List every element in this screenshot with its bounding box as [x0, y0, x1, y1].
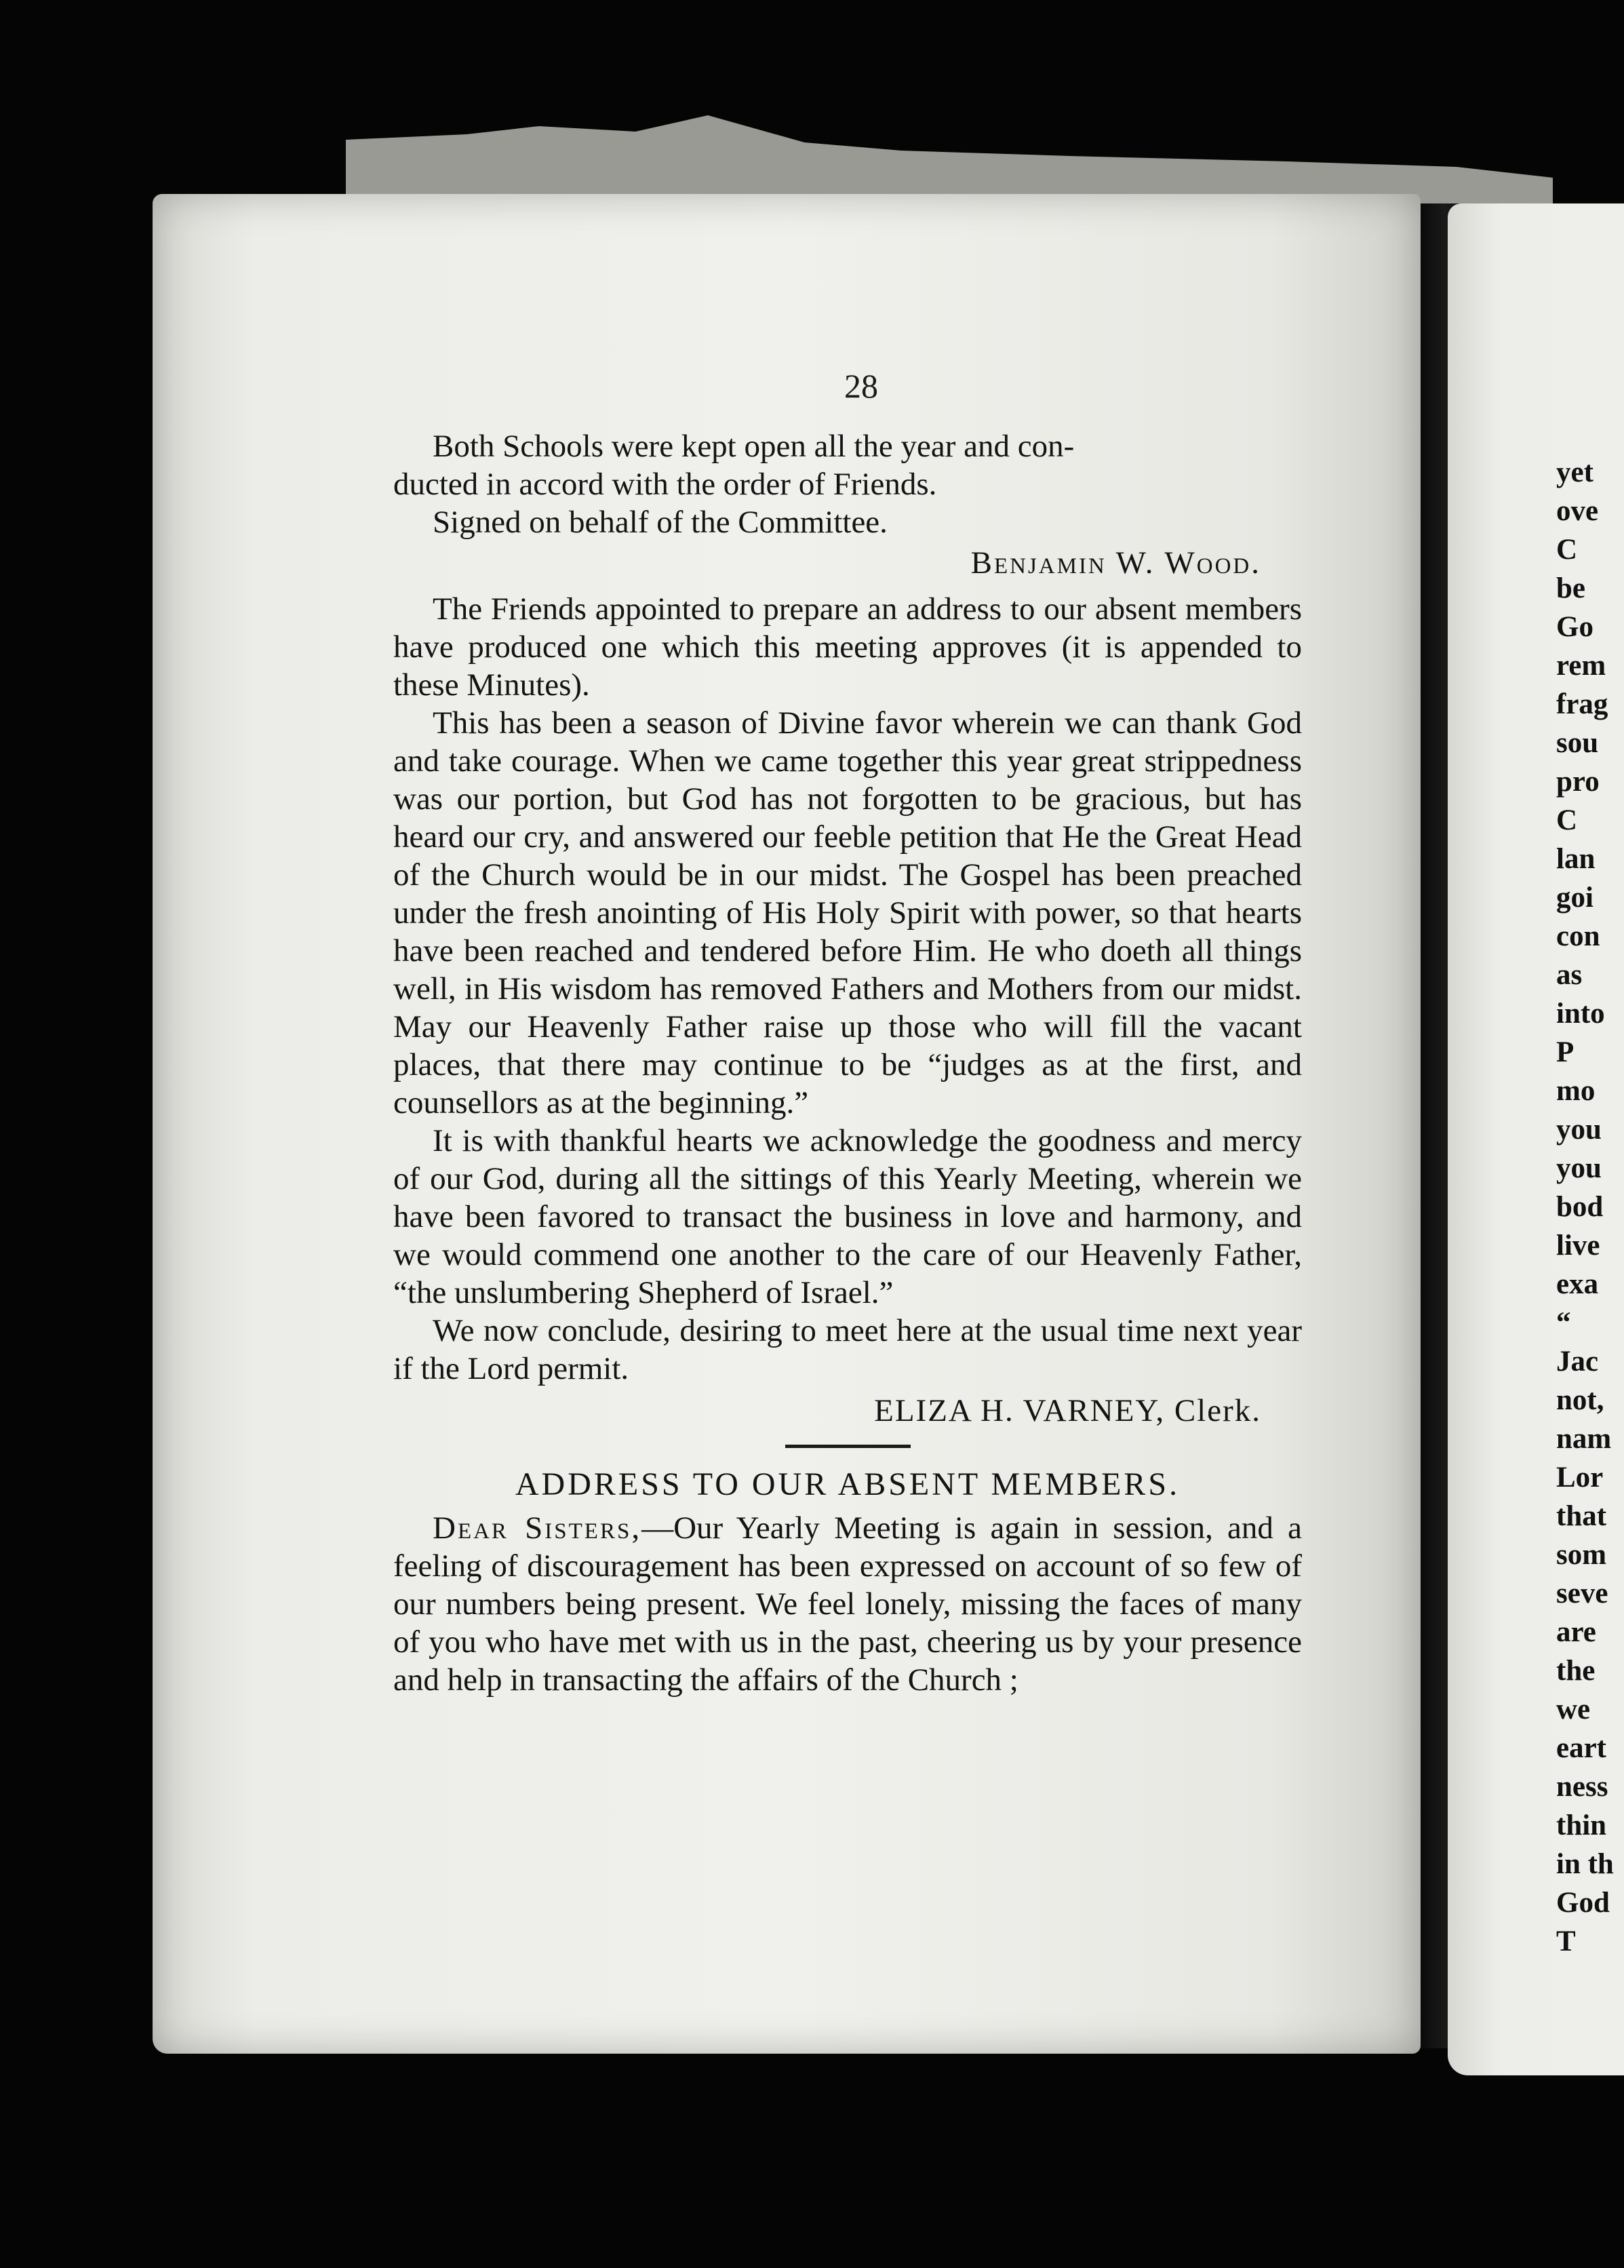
paragraph-1-line-1: Both Schools were kept open all the year and con- — [433, 429, 1075, 464]
section-heading: ADDRESS TO OUR ABSENT MEMBERS. — [515, 1466, 1181, 1502]
paragraph-address-appointed: The Friends appointed to prepare an address to our absent members have produced one which this meeting approves (it is appended to these Minutes). — [393, 591, 1302, 703]
right-page-fragment: God — [1556, 1887, 1610, 1919]
right-page-fragment: Go — [1556, 611, 1593, 643]
right-page-fragment: that — [1556, 1500, 1607, 1532]
right-page-fragment: sou — [1556, 727, 1599, 759]
right-page-fragment: ness — [1556, 1771, 1608, 1803]
section-divider — [785, 1445, 911, 1448]
right-page-fragment: you — [1556, 1152, 1602, 1184]
salutation-body: —Our Yearly Meeting is again in session, and a feeling of discouragement has been expressed on account of so few of our numbers being present. We feel lonely, missing the faces of many of you who have met with us in the past, cheering us by your presence and help in transacting the affairs of the Church ; — [393, 1510, 1302, 1698]
right-page-fragment: mo — [1556, 1075, 1596, 1107]
right-page-fragment: T — [1556, 1925, 1576, 1957]
right-page-fragment: frag — [1556, 688, 1608, 720]
salutation: Dear Sisters, — [433, 1510, 642, 1546]
right-page-fragment: Lor — [1556, 1462, 1604, 1493]
right-page-fragment: are — [1556, 1616, 1596, 1648]
right-page-fragment: “ — [1556, 1307, 1571, 1339]
right-page-fragment: into — [1556, 998, 1605, 1030]
right-page-fragment: C — [1556, 804, 1578, 836]
right-page-fragment: yet — [1556, 456, 1593, 488]
right-page-fragment: not, — [1556, 1384, 1604, 1416]
right-page-fragment: C — [1556, 534, 1578, 566]
right-page-fragment: ove — [1556, 495, 1599, 527]
right-page-fragment: exa — [1556, 1268, 1599, 1300]
right-page-fragment: thin — [1556, 1810, 1607, 1841]
committee-signature: Benjamin W. Wood. — [970, 545, 1261, 581]
page-number: 28 — [844, 367, 878, 405]
right-page-fragment: as — [1556, 959, 1583, 991]
right-page-fragment: nam — [1556, 1423, 1612, 1455]
paragraph-dear-sisters — [393, 1509, 1302, 1699]
paragraph-1-line-2: ducted in accord with the order of Friends. — [393, 467, 937, 502]
right-page-fragment: pro — [1556, 766, 1600, 798]
right-page-fragment: be — [1556, 572, 1585, 604]
left-page-text — [393, 427, 1302, 1699]
paragraph-thankful-hearts: It is with thankful hearts we acknowledge the goodness and mercy of our God, during all the sittings of this Yearly Meeting, wherein we have been favored to transact the business in love and harmony, and we would commend one another to the care of our Heavenly Father, “the unslumbering Shepherd of Israel.” — [393, 1123, 1302, 1310]
right-page-fragment: bod — [1556, 1191, 1604, 1223]
right-page-fragment: P — [1556, 1036, 1575, 1068]
right-page-fragment: seve — [1556, 1578, 1608, 1609]
right-page-fragment: eart — [1556, 1732, 1606, 1764]
right-page-text-fragments — [1556, 453, 1614, 1961]
right-page-fragment: con — [1556, 920, 1600, 952]
right-page-fragment: rem — [1556, 650, 1606, 682]
right-page-fragment: goi — [1556, 882, 1593, 914]
clerk-signature: ELIZA H. VARNEY, Clerk. — [874, 1393, 1261, 1428]
right-page-fragment: we — [1556, 1694, 1591, 1725]
right-page-fragment: live — [1556, 1230, 1600, 1262]
right-page-fragment: som — [1556, 1539, 1607, 1571]
right-page-fragment: the — [1556, 1655, 1596, 1687]
signed-line: Signed on behalf of the Committee. — [433, 505, 888, 540]
right-page-fragment: in th — [1556, 1848, 1614, 1880]
paragraph-divine-favor: This has been a season of Divine favor wherein we can thank God and take courage. When we came together this year great strippedness was our portion, but God has not forgotten to be gracious, but has heard our cry, and answered our feeble petition that He the Great Head of the Church would be in our midst. The Gospel has been preached under the fresh anointing of His Holy Spirit with power, so that hearts have been reached and tendered before Him. He who doeth all things well, in His wisdom has removed Fathers and Mothers from our midst. May our Heavenly Father raise up those who will fill the vacant places, that there may continue to be “judges as at the first, and counsellors as at the beginning.” — [393, 705, 1302, 1120]
paragraph-conclusion: We now conclude, desiring to meet here at the usual time next year if the Lord permit. — [393, 1313, 1302, 1386]
right-page-fragment: Jac — [1556, 1346, 1599, 1377]
right-page-fragment: you — [1556, 1114, 1602, 1146]
right-page-fragment: lan — [1556, 843, 1596, 875]
